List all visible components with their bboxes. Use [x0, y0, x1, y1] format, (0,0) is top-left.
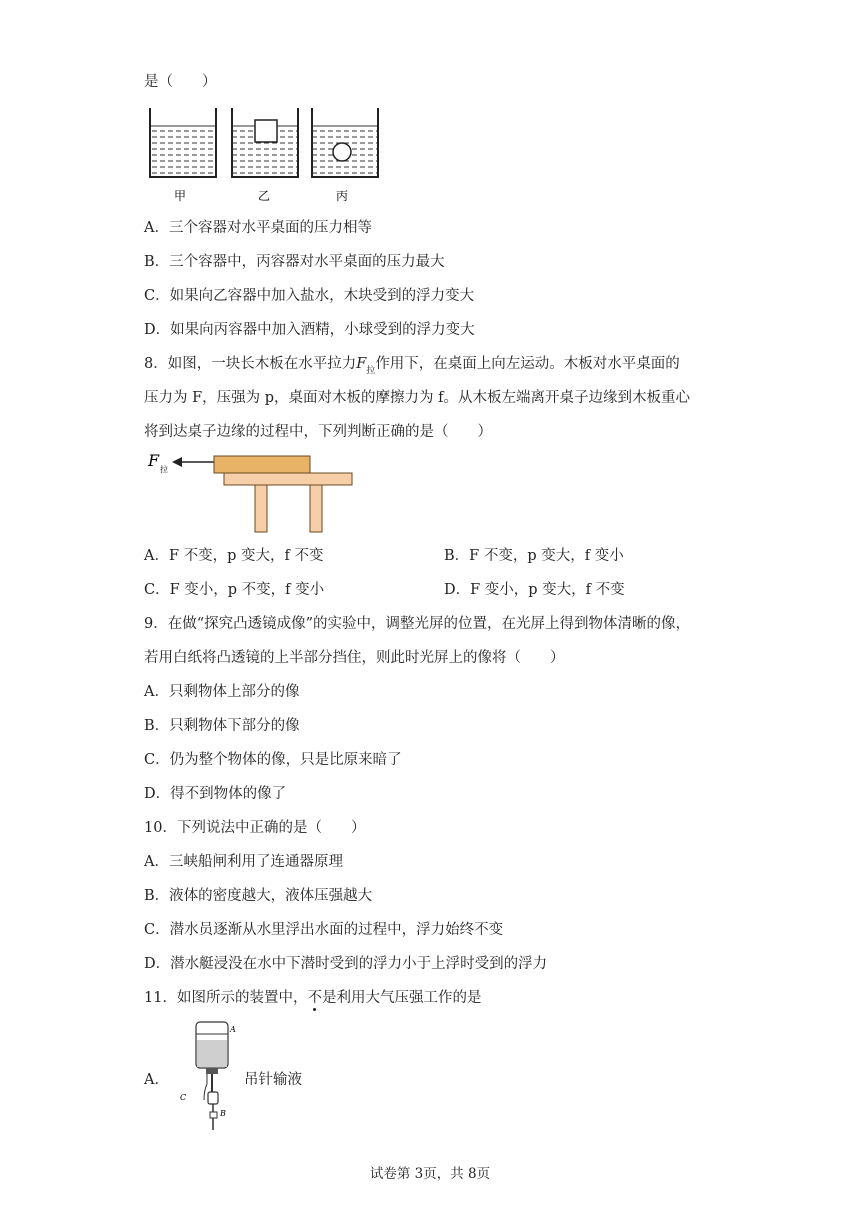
q11-stem [144, 988, 481, 1008]
bottle-cap [206, 1068, 218, 1074]
q8-option-d: D．F 变小，p 变大，f 不变 [444, 582, 625, 598]
container-jia [150, 108, 216, 177]
air-tube [204, 1084, 207, 1100]
pull-arrow-head [172, 457, 182, 467]
page-footer: 试卷第 3页，共 8页 [369, 1166, 491, 1182]
table-leg-right [310, 485, 322, 532]
q9-option-b: B．只剩物体下部分的像 [144, 718, 300, 734]
q8-stem-line2: 压力为 F，压强为 p，桌面对木板的摩擦力为 f。从木板左端离开桌子边缘到木板重心 [144, 390, 691, 406]
q9-stem-line2: 若用白纸将凸透镜的上半部分挡住，则此时光屏上的像将（ ） [144, 650, 565, 666]
drip-liquid [197, 1040, 227, 1067]
q9-option-a: A．只剩物体上部分的像 [144, 684, 300, 700]
table-top [224, 473, 352, 485]
q11-stem-part1: 11．如图所示的装置中， [144, 990, 308, 1006]
q7-option-b: B．三个容器中，丙容器对水平桌面的压力最大 [144, 254, 445, 270]
flow-clamp [210, 1112, 217, 1118]
label-b: B [220, 1109, 226, 1118]
q11-option-a-label: A． [144, 1072, 169, 1088]
iv-drip-figure [176, 1018, 238, 1136]
label-a: A [230, 1025, 236, 1034]
q7-option-c: C．如果向乙容器中加入盐水，木块受到的浮力变大 [144, 288, 475, 304]
container-bing [312, 108, 378, 177]
q10-option-d: D．潜水艇浸没在水中下潜时受到的浮力小于上浮时受到的浮力 [144, 956, 548, 972]
q8-stem-part2: 作用下，在桌面上向左运动。木板对水平桌面的 [375, 356, 680, 372]
label-jia: 甲 [174, 189, 187, 203]
q9-stem-line1: 9．在做“探究凸透镜成像”的实验中，调整光屏的位置，在光屏上得到物体清晰的像， [144, 616, 691, 632]
q9-option-d: D．得不到物体的像了 [144, 786, 287, 802]
q8-stem-line3: 将到达桌子边缘的过程中，下列判断正确的是（ ） [144, 424, 492, 440]
q11-emphasis: 不是 [307, 990, 337, 1006]
q11-option-a-text: 吊针输液 [244, 1072, 302, 1088]
q10-option-b: B．液体的密度越大，液体压强越大 [144, 888, 373, 904]
q11-stem-part3: 利用大气压强工作的是 [336, 990, 482, 1006]
q8-option-a: A．F 不变，p 变大，f 不变 [144, 548, 324, 564]
three-containers-figure [144, 104, 394, 204]
small-ball [333, 143, 351, 161]
board-on-table-figure [144, 448, 364, 536]
question-stem-tail: 是（ ） [144, 74, 217, 90]
q10-stem: 10．下列说法中正确的是（ ） [144, 820, 366, 836]
label-c: C [180, 1093, 187, 1102]
container-yi [232, 108, 298, 177]
q8-stem-line1 [144, 354, 680, 376]
table-leg-left [255, 485, 267, 532]
wood-block [255, 120, 277, 142]
q7-option-a: A．三个容器对水平桌面的压力相等 [144, 220, 372, 236]
wooden-board [214, 456, 310, 473]
label-bing: 丙 [336, 189, 349, 203]
q7-option-d: D．如果向丙容器中加入酒精，小球受到的浮力变大 [144, 322, 475, 338]
q8-option-c: C．F 变小，p 不变，f 变小 [144, 582, 325, 598]
force-subscript: 拉 [366, 366, 376, 376]
fig-force-subscript: 拉 [160, 465, 168, 474]
q8-stem-part1: 8．如图，一块长木板在水平拉力 [144, 356, 357, 372]
q10-option-c: C．潜水员逐渐从水里浮出水面的过程中，浮力始终不变 [144, 922, 504, 938]
drip-chamber [208, 1092, 218, 1104]
q9-option-c: C．仍为整个物体的像，只是比原来暗了 [144, 752, 402, 768]
fig-force-label: F [148, 451, 160, 470]
force-symbol: F [356, 356, 367, 372]
label-yi: 乙 [258, 189, 271, 203]
q10-option-a: A．三峡船闸利用了连通器原理 [144, 854, 343, 870]
q8-option-b: B．F 不变，p 变大，f 变小 [444, 548, 624, 564]
